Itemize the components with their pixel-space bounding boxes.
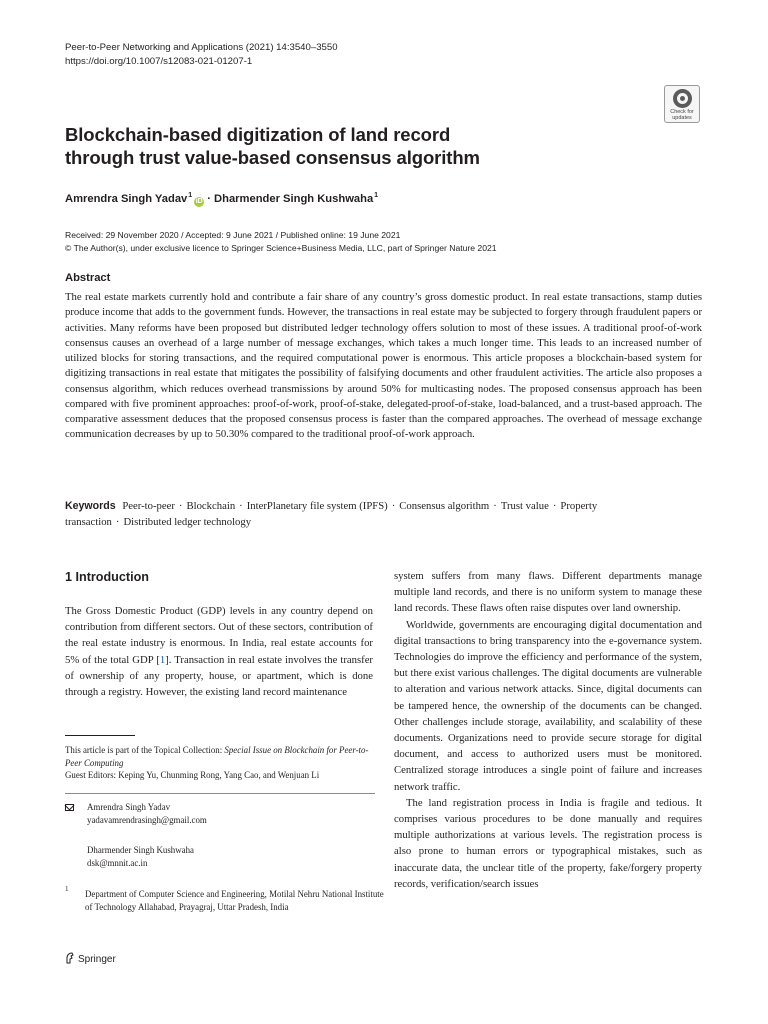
author-name[interactable]: Dharmender Singh Kushwaha [214,193,374,205]
keyword: Consensus algorithm [399,500,490,512]
affiliation-number: 1 [65,885,69,893]
keyword-separator: · [391,500,396,512]
contact-email[interactable]: dsk@mnnit.ac.in [87,858,148,869]
journal-header [65,41,338,69]
keyword: Peer-to-peer [122,500,175,512]
publisher-name: Springer [78,954,116,965]
affiliation-text: Department of Computer Science and Engineering, Motilal Nehru National Institute of Technology Allahabad, Prayagraj, Uttar Pradesh, India [85,889,384,913]
keyword: InterPlanetary file system (IPFS) [246,500,388,512]
check-updates-label: Check for updates [670,109,694,121]
contact-name: Amrendra Singh Yadav [87,802,171,812]
body-paragraph: The land registration process in India is fragile and tedious. It comprises various procedures to be done manually and requires multiple authorizations at various levels. The registration process is also prone to human errors or typographical mistakes, such as inaccurate data, the unclear title of the property, fake/forgery property records, verification/search issues [394,796,702,890]
check-for-updates-badge[interactable] [664,85,700,123]
check-updates-icon [673,89,692,108]
keyword-separator: · [178,500,183,512]
body-column-right [394,568,702,892]
envelope-icon [65,804,74,811]
keyword-separator: · [115,516,120,528]
keyword-separator: · [239,500,243,512]
publisher-logo [65,952,116,965]
keyword: Blockchain [186,500,236,512]
body-paragraph: The Gross Domestic Product (GDP) levels in any country depend on contribution from different sectors. Out of these sectors, contribution of the real estate industry is enormous. In India, real estate accounts for 5% of the total GDP [1]. Transaction in real estate involves the transfer of ownership of any property, house, or apartment, which is done through a registry. However, the existing land record maintenance [65,605,373,699]
collection-title: Special Issue on Blockchain for Peer-to-Peer Computing [65,745,369,768]
body-column-left [65,603,373,700]
contact-entry [87,844,377,870]
author-affil-marker: 1 [188,192,193,199]
author-name[interactable]: Amrendra Singh Yadav [65,193,188,205]
paper-title [65,123,480,169]
body-paragraph: Worldwide, governments are encouraging digital documentation and digital transactions to bring transparency into the e-governance system. Technologies do improve the efficiency and performance of the system, but there exist various challenges. The digital documents are vulnerable to alteration and various network attacks. Since, digital documents can be tampered hence, the ownership of the documents can be changed. Other challenges include storage, availability, and scalability of these documents. Organizations need to provide secure storage for digital document, and access to authorized users must be monitored. Centralized storage introduces a single point of failure and increases network traffic. [394,618,702,793]
citation-link[interactable]: 1 [159,653,166,666]
paper-title-line2: through trust value-based consensus algorithm [65,147,480,168]
paper-title-line1: Blockchain-based digitization of land record [65,124,451,145]
keyword-separator: · [493,500,497,512]
guest-editors: Guest Editors: Keping Yu, Chunming Rong, Yang Cao, and Wenjuan Li [65,770,320,780]
abstract-text: The real estate markets currently hold and contribute a fair share of any country’s gross domestic product. In real estate transactions, stamp duties produce income that adds to the government funds. However, the transactions in real estate may be subjected to forgery through fraudulent papers or activities. Many reforms have been proposed but distributed ledger technology offers solution to most of these issues. A traditional proof-of-work consensus causes an overhead of a large number of message exchanges, which takes a much longer time. This leads to an increased number of utilized blocks for storing transactions, and the required computational power is enormous. This article proposes a blockchain-based system for digitizing transactions in real estate that mitigates the possibility of falsifying documents and other fraudulent activities. The article also proposes a consensus algorithm, which reduces overhead transmissions by around 50% for multicasting nodes. The proposed consensus approach has been compared with five prominent approaches: proof-of-work, proof-of-stake, delegated-proof-of-stake, load-balanced, and a trust-based approach. The comparative assessment deduces that the proposed consensus process is faster than the compared approaches. The overhead of message exchange communication decreases by up to 50.30% compared to the traditional proof-of-work approach. [65,291,702,441]
author-separator: · [207,193,211,205]
contact-entry [87,801,377,827]
author-affil-marker: 1 [374,192,379,199]
contact-name: Dharmender Singh Kushwaha [87,845,194,855]
keywords-heading: Keywords [65,500,116,512]
keywords-list [65,500,597,528]
body-paragraph: system suffers from many flaws. Different departments manage multiple land records, and there is no uniform system to manage these land records. These flaws often raise disputes over land ownership. [394,570,702,615]
keyword-separator: · [552,500,557,512]
keyword: Property transaction [65,500,598,528]
springer-horse-icon [65,952,75,964]
orcid-icon[interactable]: iD [195,198,203,205]
keyword: Trust value [500,500,549,512]
copyright-notice: © The Author(s), under exclusive licence to Springer Science+Business Media, LLC, part of Springer Nature 2021 [65,243,497,253]
history-dates: Received: 29 November 2020 / Accepted: 9 June 2021 / Published online: 19 June 2021 [65,230,401,240]
footnote-divider [65,735,135,736]
doi-link[interactable]: https://doi.org/10.1007/s12083-021-01207-1 [65,56,253,67]
journal-citation: Peer-to-Peer Networking and Applications (2021) 14:3540–3550 [65,42,338,53]
keyword: Distributed ledger technology [123,516,252,528]
author-list [65,192,378,207]
abstract-heading: Abstract [65,272,111,284]
topical-collection-note: This article is part of the Topical Collection: Special Issue on Blockchain for Peer-to-Peer Computing Guest Editors: Keping Yu, Chunming Rong, Yang Cao, and Wenjuan Li [65,745,369,780]
contact-divider [65,793,375,794]
publication-dates [65,229,497,255]
keywords [65,498,702,530]
section-heading: 1 Introduction [65,570,149,584]
contact-email[interactable]: yadavamrendrasingh@gmail.com [87,815,207,826]
